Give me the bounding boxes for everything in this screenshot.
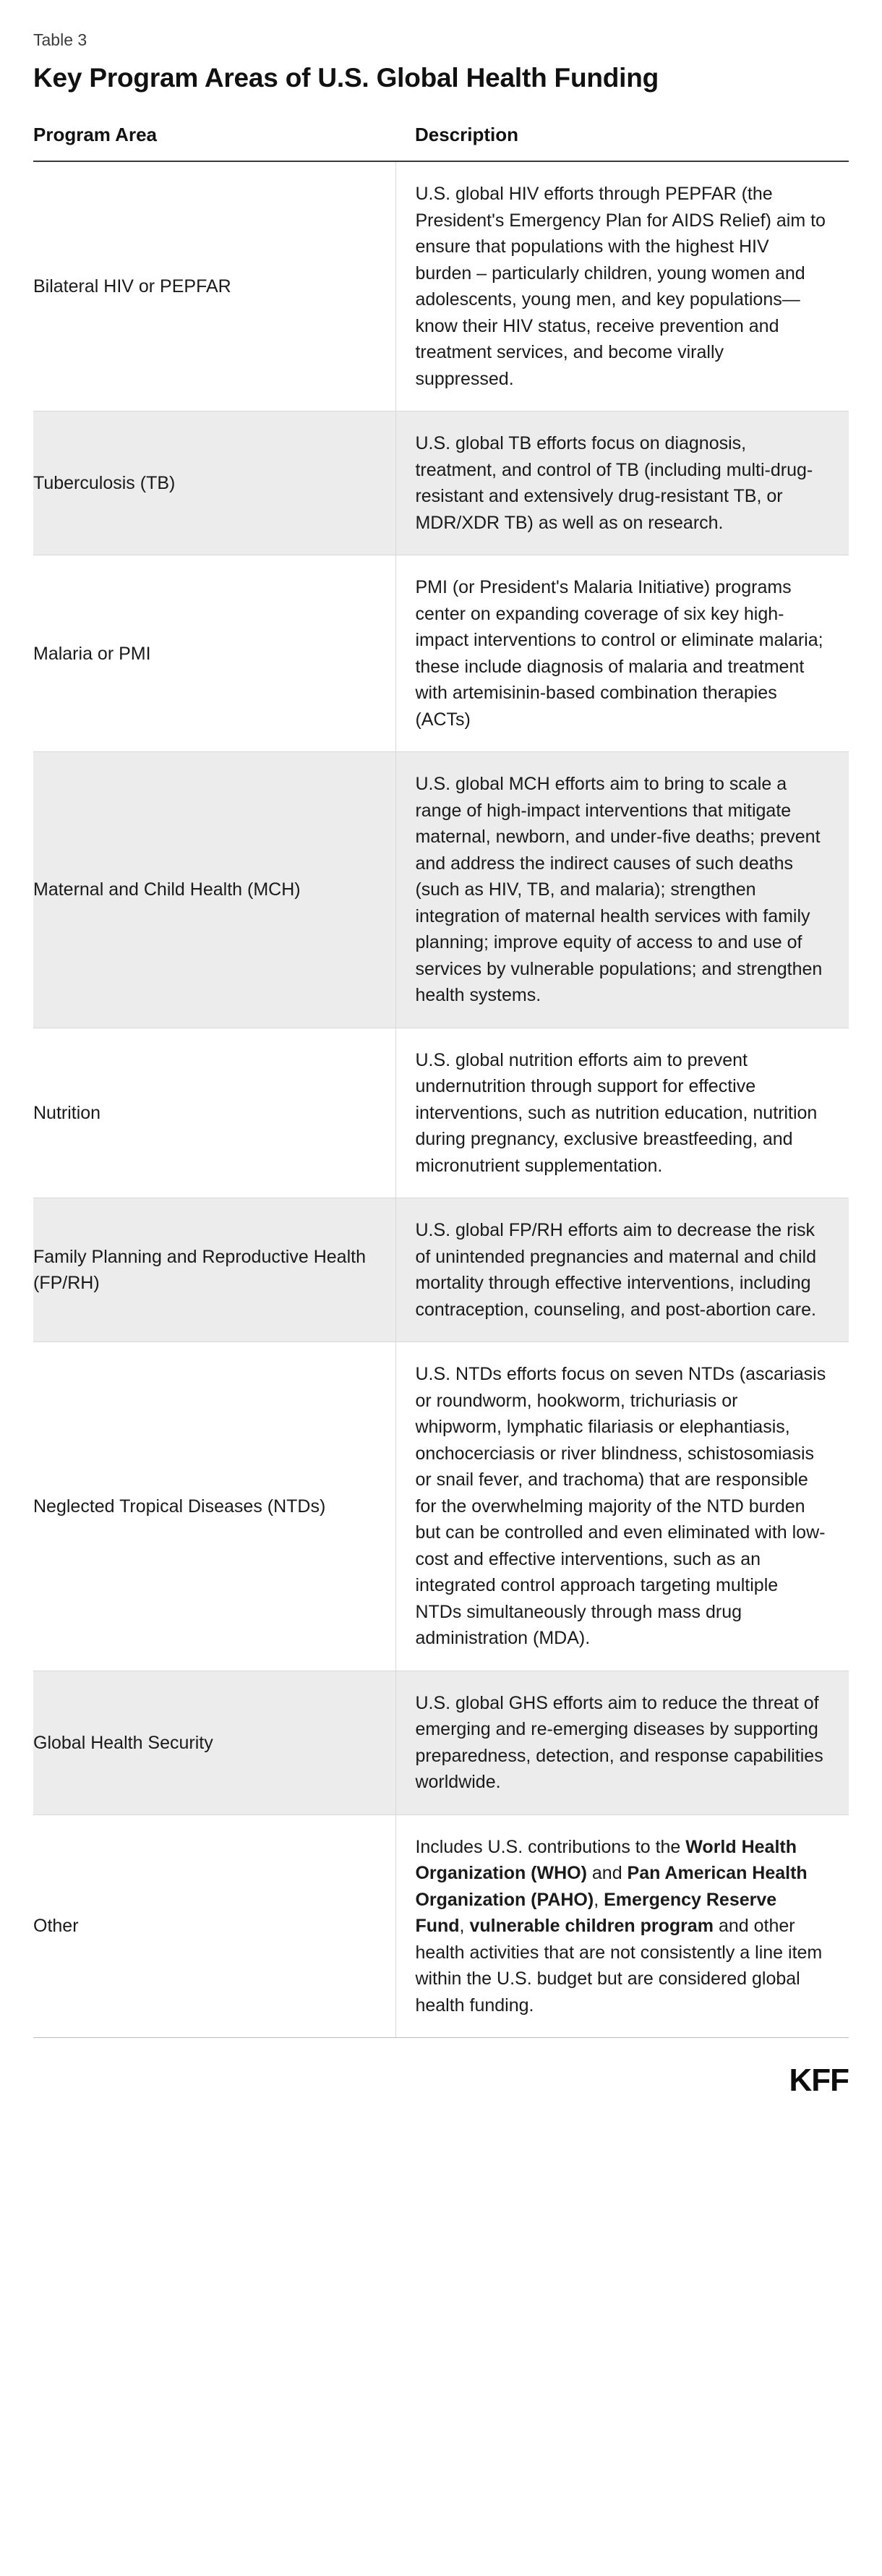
table-label: Table 3 [33,30,87,49]
program-area-cell: Tuberculosis (TB) [33,411,396,555]
description-cell [396,1814,849,2038]
table-row [33,411,849,555]
table-row [33,1342,849,1671]
program-area-cell: Malaria or PMI [33,555,396,752]
description-text: U.S. global nutrition efforts aim to prevent undernutrition through support for effective interventions, such as nutrition education, nutrition during pregnancy, exclusive breastfeeding, and micronutrient supplementation. [415,1049,818,1176]
kff-logo: KFF [789,2063,849,2099]
table-header-row [33,124,849,161]
description-text: U.S. global GHS efforts aim to reduce the threat of emerging and re-emerging diseases by supporting preparedness, detection, and response capabilities worldwide. [415,1692,823,1793]
description-cell [396,752,849,1028]
table-header [33,124,849,161]
description-text: Includes U.S. contributions to the World Health Organization (WHO) and Pan American Health Organization (PAHO), Emergency Reserve Fund, vulnerable children program and other health activities that are not consistently a line item within the U.S. budget but are considered global health funding. [415,1836,823,2016]
table-row [33,752,849,1028]
description-cell [396,411,849,555]
program-area-cell: Maternal and Child Health (MCH) [33,752,396,1028]
program-areas-table [33,124,849,2038]
program-area-cell: Global Health Security [33,1671,396,1814]
page-title: Key Program Areas of U.S. Global Health Funding [33,63,659,93]
description-cell [396,1342,849,1671]
description-cell [396,1671,849,1814]
program-area-cell: Neglected Tropical Diseases (NTDs) [33,1342,396,1671]
description-cell [396,555,849,752]
description-cell [396,1198,849,1342]
program-area-cell: Family Planning and Reproductive Health (FP/RH) [33,1198,396,1342]
table-row [33,555,849,752]
footer [33,2063,849,2099]
table-row [33,161,849,411]
description-text: U.S. global FP/RH efforts aim to decrease the risk of unintended pregnancies and maternal and child mortality through effective interventions, including contraception, counseling, and post-abortion care. [415,1220,817,1320]
table-row [33,1671,849,1814]
table-row [33,1198,849,1342]
description-text: PMI (or President's Malaria Initiative) programs center on expanding coverage of six key high-impact interventions to control or eliminate malaria; these include diagnosis of malaria and treatment with artemisinin-based combination therapies (ACTs) [415,577,823,730]
program-area-cell: Nutrition [33,1028,396,1198]
description-cell [396,1028,849,1198]
description-text: U.S. global MCH efforts aim to bring to scale a range of high-impact interventions that mitigate maternal, newborn, and under-five deaths; prevent and address the indirect causes of such deaths (such as HIV, TB, and malaria); strengthen integration of maternal health services with family planning; improve equity of access to and use of services by vulnerable populations; and strengthen health systems. [415,774,823,1006]
description-text: U.S. global TB efforts focus on diagnosis, treatment, and control of TB (including multi-drug-resistant and extensively drug-resistant TB, or MDR/XDR TB) as well as on research. [415,433,813,533]
program-area-cell: Bilateral HIV or PEPFAR [33,161,396,411]
table-row [33,1814,849,2038]
description-text: U.S. NTDs efforts focus on seven NTDs (ascariasis or roundworm, hookworm, trichuriasis or whipworm, lymphatic filariasis or elephantiasis, onchocerciasis or river blindness, schistosomiasis or snail fever, and trachoma) that are responsible for the overwhelming majority of the NTD burden but can be controlled and even eliminated with low-cost and effective interventions, such as an integrated control approach targeting multiple NTDs simultaneously through mass drug administration (MDA). [415,1364,826,1649]
description-cell [396,161,849,411]
program-area-cell: Other [33,1814,396,2038]
table-row [33,1028,849,1198]
column-header-program-area: Program Area [33,124,396,161]
description-text: U.S. global HIV efforts through PEPFAR (the President's Emergency Plan for AIDS Relief) aim to ensure that populations with the highest HIV burden – particularly children, young women and adolescents, young men, and key populations— know their HIV status, receive prevention and treatment services, and become virally suppressed. [415,184,826,389]
table-body [33,161,849,2038]
column-header-description: Description [396,124,849,161]
